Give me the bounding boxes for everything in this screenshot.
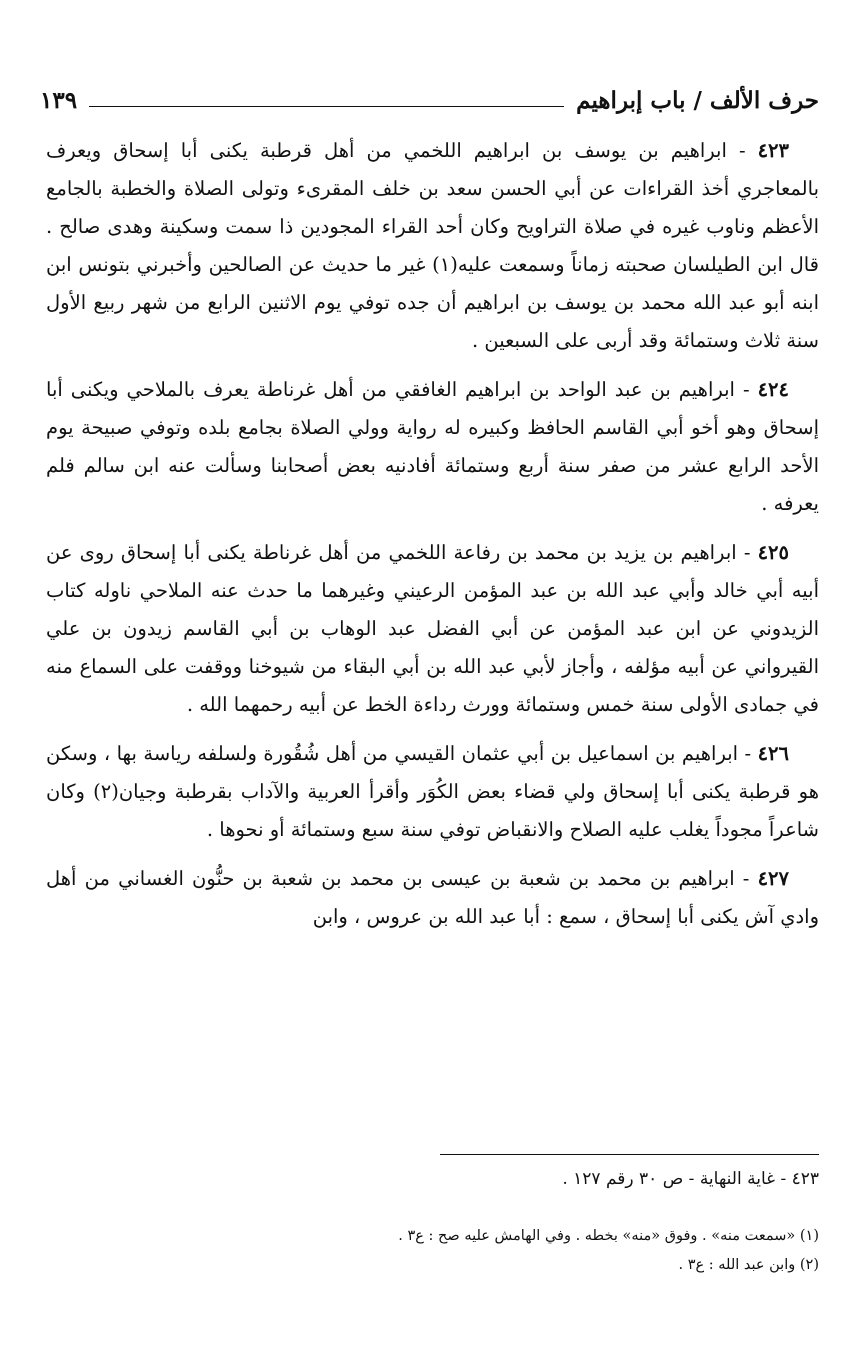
- entry-text: - ابراهيم بن يزيد بن محمد بن رفاعة اللخمي من أهل غرناطة يكنى أبا إسحاق روى عن أبيه أبي خالد وأبي عبد الله بن عبد المؤمن الرعيني وغيرهما ما حدث عنه الملاحي ناوله كتاب الزيدوني عن ابن عبد المؤمن عن أبي الفضل عبد الوهاب بن أبي القاسم زيدون بن علي القيرواني عن أبيه مؤلفه ، وأجاز لأبي عبد الله بن أبي البقاء من شيوخنا ووقفت على السماع منه في جمادى الأولى سنة خمس وستمائة وورث رداءة الخط عن أبيه رحمهما الله .: [46, 541, 819, 716]
- entry-text: - ابراهيم بن عبد الواحد بن ابراهيم الغافقي من أهل غرناطة يعرف بالملاحي ويكنى أبا إسحاق وهو أخو أبي القاسم الحافظ وكبيره له رواية وولي الصلاة بجامع بلده وتوفي صبيحة يوم الأحد الرابع عشر من صفر سنة أربع وستمائة أفادنيه بعض أصحابنا وسألت عنه ابن سالم فلم يعرفه .: [46, 378, 819, 515]
- page-header: [40, 80, 819, 114]
- entry-423: [46, 132, 819, 360]
- entry-number: ٤٢٧: [757, 867, 789, 890]
- main-text: [46, 132, 819, 947]
- entry-text: - ابراهيم بن محمد بن شعبة بن عيسى بن محمد بن شعبة بن حنُّون الغساني من أهل وادي آش يكنى أبا إسحاق ، سمع : أبا عبد الله بن عروس ، وابن: [46, 867, 819, 928]
- entry-number: ٤٢٣: [757, 139, 789, 162]
- footnote-separator: [440, 1154, 819, 1155]
- footnote-1: (١) «سمعت منه» . وفوق «منه» بخطه . وفي الهامش عليه صح : ع٣ .: [398, 1228, 819, 1244]
- entry-number: ٤٢٦: [757, 742, 789, 765]
- entry-text: - ابراهيم بن اسماعيل بن أبي عثمان القيسي من أهل شُقُورة ولسلفه رياسة بها ، وسكن هو قرطبة يكنى أبا إسحاق ولي قضاء بعض الكُوَر وأقرأ العربية والآداب بقرطبة وجيان(٢) وكان شاعراً مجوداً يغلب عليه الصلاح والانقباض توفي سنة سبع وستمائة أو نحوها .: [46, 742, 819, 841]
- entry-424: [46, 371, 819, 523]
- footnote-2: (٢) وابن عبد الله : ع٣ .: [678, 1257, 819, 1273]
- entry-425: [46, 534, 819, 724]
- page-number: ١٣٩: [40, 87, 78, 114]
- footnotes: [46, 1222, 819, 1280]
- entry-number: ٤٢٤: [757, 378, 789, 401]
- entry-426: [46, 735, 819, 849]
- header-rule: [89, 106, 564, 107]
- entry-number: ٤٢٥: [757, 541, 789, 564]
- entry-427: [46, 860, 819, 936]
- source-reference: ٤٢٣ - غاية النهاية - ص ٣٠ رقم ١٢٧ .: [562, 1169, 819, 1189]
- running-title: حرف الألف / باب إبراهيم: [576, 87, 819, 114]
- entry-text: - ابراهيم بن يوسف بن ابراهيم اللخمي من أهل قرطبة يكنى أبا إسحاق ويعرف بالمعاجري أخذ القراءات عن أبي الحسن سعد بن خلف المقرىء وتولى الصلاة والخطبة بالجامع الأعظم وناوب غيره في صلاة التراويح وكان أحد القراء المجودين ذا سمت وسكينة وهدى صالح . قال ابن الطيلسان صحبته زماناً وسمعت عليه(١) غير ما حديث عن الصالحين وأخبرني بتونس ابن ابنه أبو عبد الله محمد بن يوسف بن ابراهيم أن جده توفي يوم الاثنين الرابع من شهر ربيع الأول سنة ثلاث وستمائة وقد أربى على السبعين .: [46, 139, 820, 352]
